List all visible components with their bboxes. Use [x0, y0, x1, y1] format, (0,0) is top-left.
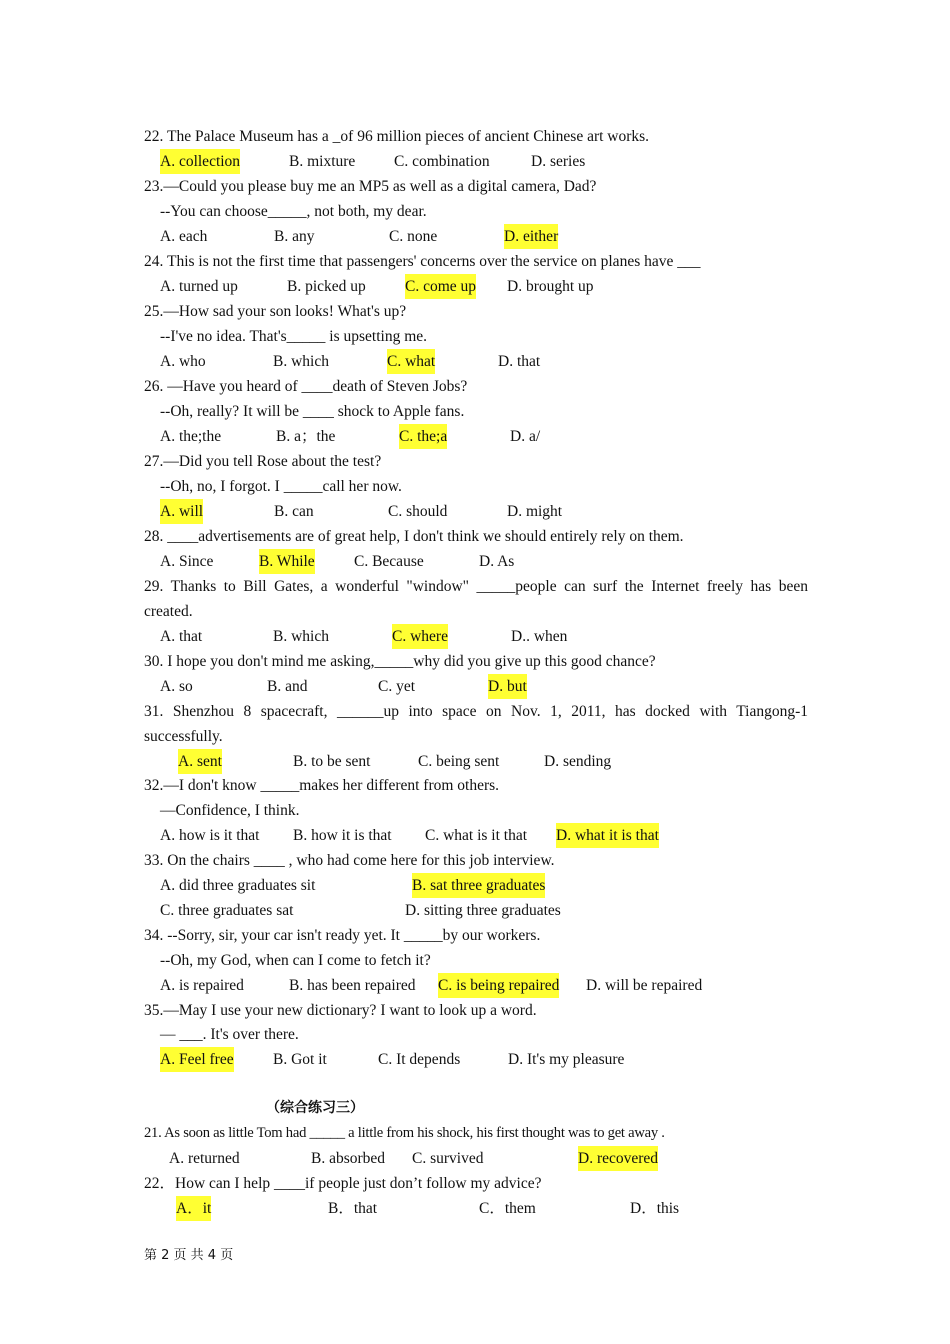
option-b: B. can	[274, 503, 314, 520]
option-d: D. sending	[544, 753, 612, 770]
option-b: B. Got it	[273, 1051, 327, 1068]
option-c: C. being sent	[418, 753, 500, 770]
option-c: C. where	[392, 624, 448, 649]
option-b: B. any	[274, 228, 315, 245]
question-34-options	[144, 973, 808, 998]
question-32-stem: 32.—I don't know _____makes her different from others.	[144, 777, 500, 794]
question-35-options	[144, 1047, 808, 1072]
option-c: C. the;a	[399, 424, 447, 449]
option-d: D.. when	[511, 628, 568, 645]
option-a: A．it	[176, 1196, 211, 1221]
question-26-options	[144, 424, 808, 449]
option-a: A. that	[160, 628, 203, 645]
question-35-reply: — ___. It's over there.	[160, 1026, 299, 1043]
option-b: B. mixture	[289, 153, 356, 170]
option-a: A. collection	[160, 149, 240, 174]
question-23-reply: --You can choose_____, not both, my dear.	[160, 203, 427, 220]
question-25-options	[144, 349, 808, 374]
option-c: C. combination	[394, 153, 490, 170]
question-23-stem: 23.—Could you please buy me an MP5 as well as a digital camera, Dad?	[144, 178, 597, 195]
question-27-reply: --Oh, no, I forgot. I _____call her now.	[160, 478, 402, 495]
option-b: B. picked up	[287, 278, 366, 295]
option-d: D. might	[507, 503, 563, 520]
option-c: C．them	[479, 1200, 536, 1217]
option-c: C. It depends	[378, 1051, 461, 1068]
question-31-stem: 31. Shenzhou 8 spacecraft, ______up into space on Nov. 1, 2011, has docked with Tiangong-1	[144, 703, 808, 720]
option-b: B. which	[273, 353, 329, 370]
option-b: B．that	[328, 1200, 378, 1217]
option-c: C. come up	[405, 274, 476, 299]
option-d: D. what it is that	[556, 823, 659, 848]
question-35-stem: 35.—May I use your new dictionary? I want to look up a word.	[144, 1002, 537, 1019]
section-question-21-options	[144, 1146, 808, 1171]
option-d: D. that	[498, 353, 541, 370]
question-31-options	[144, 749, 808, 774]
question-25-stem: 25.—How sad your son looks! What's up?	[144, 303, 407, 320]
option-a: A. turned up	[160, 278, 238, 295]
option-c: C. none	[389, 228, 438, 245]
option-a: A. did three graduates sit	[160, 877, 316, 894]
option-d: D. will be repaired	[586, 977, 703, 994]
question-30-options	[144, 674, 808, 699]
option-d: D. brought up	[507, 278, 594, 295]
option-c: C. survived	[412, 1150, 484, 1167]
option-d: D. either	[504, 224, 558, 249]
option-a: A. the;the	[160, 428, 222, 445]
question-32-options	[144, 823, 808, 848]
option-a: A. will	[160, 499, 203, 524]
option-d: D. sitting three graduates	[405, 902, 561, 919]
option-c: C. what is it that	[425, 827, 528, 844]
option-b: B. sat three graduates	[412, 873, 545, 898]
question-34-stem: 34. --Sorry, sir, your car isn't ready yet. It _____by our workers.	[144, 927, 541, 944]
question-25-reply: --I've no idea. That's_____ is upsetting me.	[160, 328, 428, 345]
question-26-reply: --Oh, really? It will be ____ shock to Apple fans.	[160, 403, 465, 420]
option-a: A. so	[160, 678, 193, 695]
option-a: A. how is it that	[160, 827, 260, 844]
question-24-stem: 24. This is not the first time that passengers' concerns over the service on planes have ___	[144, 253, 701, 270]
question-33-options-row2	[144, 898, 808, 923]
question-32-reply: —Confidence, I think.	[160, 802, 300, 819]
option-a: A. each	[160, 228, 208, 245]
option-c: C. yet	[378, 678, 416, 695]
option-d: D．this	[630, 1200, 680, 1217]
option-a: A. who	[160, 353, 206, 370]
option-a: A. sent	[178, 749, 222, 774]
question-29-stem: 29. Thanks to Bill Gates, a wonderful "window" _____people can surf the Internet freely has been	[144, 578, 808, 595]
section-title: （综合练习三）	[266, 1100, 364, 1116]
option-d: D. but	[488, 674, 527, 699]
question-33-stem: 33. On the chairs ____ , who had come here for this job interview.	[144, 852, 555, 869]
question-28-stem: 28. ____advertisements are of great help, I don't think we should entirely rely on them.	[144, 528, 684, 545]
option-d: D. As	[479, 553, 515, 570]
option-c: C. Because	[354, 553, 424, 570]
question-30-stem: 30. I hope you don't mind me asking,_____why did you give up this good chance?	[144, 653, 656, 670]
question-24-options	[144, 274, 808, 299]
page-footer: 第 2 页 共 4 页	[144, 1248, 234, 1263]
option-c: C. is being repaired	[438, 973, 559, 998]
question-28-options	[144, 549, 808, 574]
option-a: A. Since	[160, 553, 214, 570]
option-d: D. recovered	[578, 1146, 658, 1171]
option-b: B. how it is that	[293, 827, 392, 844]
question-22-stem: 22. The Palace Museum has a _of 96 million pieces of ancient Chinese art works.	[144, 128, 650, 145]
question-27-options	[144, 499, 808, 524]
option-a: A. returned	[169, 1150, 240, 1167]
option-c: C. three graduates sat	[160, 902, 294, 919]
option-b: B. has been repaired	[289, 977, 416, 994]
option-d: D. a/	[510, 428, 541, 445]
option-b: B. While	[259, 549, 315, 574]
section-question-21-stem: 21. As soon as little Tom had _____ a little from his shock, his first thought was to get away .	[144, 1125, 665, 1141]
question-29-stem-continued: created.	[144, 603, 193, 620]
option-c: C. what	[387, 349, 435, 374]
question-23-options	[144, 224, 808, 249]
option-c: C. should	[388, 503, 448, 520]
option-b: B. absorbed	[311, 1150, 386, 1167]
question-33-options-row1	[144, 873, 808, 898]
question-22-options	[144, 149, 808, 174]
question-27-stem: 27.—Did you tell Rose about the test?	[144, 453, 382, 470]
option-b: B. a；the	[276, 428, 336, 445]
question-34-reply: --Oh, my God, when can I come to fetch it?	[160, 952, 431, 969]
option-d: D. It's my pleasure	[508, 1051, 625, 1068]
question-29-options	[144, 624, 808, 649]
option-b: B. and	[267, 678, 308, 695]
option-d: D. series	[531, 153, 586, 170]
option-a: A. is repaired	[160, 977, 244, 994]
option-b: B. to be sent	[293, 753, 371, 770]
section-question-22-options	[144, 1196, 808, 1221]
option-b: B. which	[273, 628, 329, 645]
option-a: A. Feel free	[160, 1047, 234, 1072]
section-question-22-stem: 22．How can I help ____if people just don’t follow my advice?	[144, 1175, 542, 1192]
question-26-stem: 26. —Have you heard of ____death of Steven Jobs?	[144, 378, 468, 395]
question-31-stem-continued: successfully.	[144, 728, 223, 745]
